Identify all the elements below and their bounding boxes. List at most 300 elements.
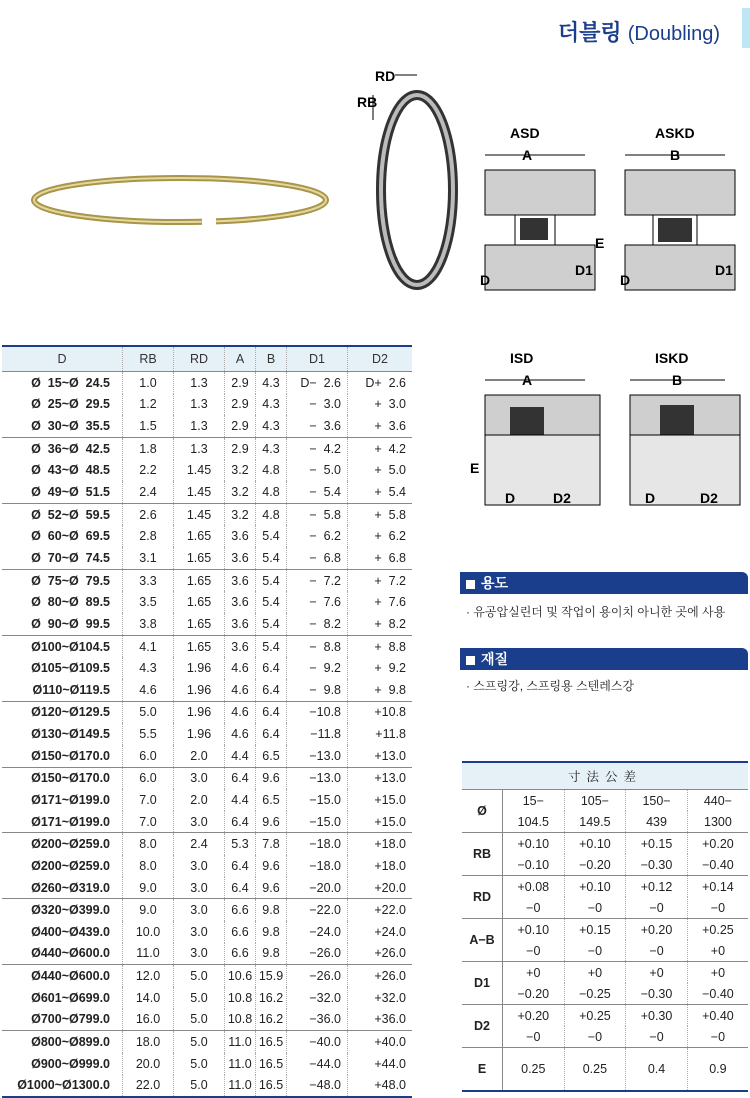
spec-cell: 5.4 [256, 591, 287, 613]
spec-cell: −32.0 [287, 987, 348, 1009]
spec-cell: 9.6 [256, 811, 287, 833]
spec-cell: 16.2 [256, 987, 287, 1009]
tolerance-cell: +0.20 [503, 1005, 565, 1027]
tolerance-range-cell: 104.5 [503, 811, 565, 833]
spec-cell: 2.9 [225, 437, 256, 459]
col-header: D1 [287, 346, 348, 372]
spec-cell: 2.0 [174, 789, 225, 811]
spec-cell: 5.5 [123, 723, 174, 745]
spec-cell: +36.0 [348, 1009, 413, 1031]
spec-cell: −18.0 [287, 833, 348, 855]
spec-cell: 12.0 [123, 965, 174, 987]
spec-cell: +20.0 [348, 877, 413, 899]
spec-cell: +13.0 [348, 767, 413, 789]
spec-cell: −44.0 [287, 1053, 348, 1075]
usage-heading: 용도 [481, 575, 509, 591]
spec-cell: 16.5 [256, 1075, 287, 1098]
spec-cell: 16.0 [123, 1009, 174, 1031]
spec-cell: −13.0 [287, 767, 348, 789]
spec-row [2, 987, 412, 1009]
spec-cell: + 8.2 [348, 613, 413, 635]
spec-cell: 1.65 [174, 591, 225, 613]
tolerance-body [462, 790, 748, 1092]
col-header: A [225, 346, 256, 372]
tolerance-row-label: RD [462, 876, 503, 919]
spec-row [2, 569, 412, 591]
spec-cell: + 7.6 [348, 591, 413, 613]
spec-cell: +44.0 [348, 1053, 413, 1075]
tolerance-cell: +0 [626, 962, 688, 984]
spec-cell: − 5.8 [287, 503, 348, 525]
spec-cell: Ø 90~Ø 99.5 [31, 616, 110, 631]
spec-cell: −18.0 [287, 855, 348, 877]
spec-cell: − 9.2 [287, 657, 348, 679]
spec-cell: Ø 43~Ø 48.5 [31, 463, 110, 478]
tolerance-cell: +0.15 [564, 919, 626, 941]
spec-cell: + 3.0 [348, 394, 413, 416]
tolerance-cell: 0.25 [564, 1048, 626, 1092]
isd-a-label: A [522, 372, 533, 388]
spec-cell: Ø 30~Ø 35.5 [31, 419, 110, 434]
spec-row [2, 657, 412, 679]
spec-cell: 1.45 [174, 481, 225, 503]
tolerance-cell: +0.14 [687, 876, 748, 898]
spec-cell: 5.4 [256, 613, 287, 635]
spec-cell: 5.0 [174, 1053, 225, 1075]
spec-cell: 8.0 [123, 855, 174, 877]
spec-cell: 3.2 [225, 503, 256, 525]
material-heading: 재질 [481, 651, 509, 667]
tolerance-cell: −0.20 [503, 983, 565, 1005]
tolerance-cell: +0.20 [626, 919, 688, 941]
spec-row [2, 372, 412, 394]
tolerance-range-cell: 439 [626, 811, 688, 833]
material-text: · 스프링강, 스프링용 스텐레스강 [466, 679, 635, 693]
askd-title: ASKD [655, 125, 695, 141]
tolerance-cell: −0.25 [564, 983, 626, 1005]
spec-cell: +40.0 [348, 1031, 413, 1053]
spec-cell: −26.0 [287, 965, 348, 987]
spec-cell: +15.0 [348, 789, 413, 811]
spec-cell: − 6.2 [287, 525, 348, 547]
spec-cell: +22.0 [348, 899, 413, 921]
spec-cell: 2.9 [225, 372, 256, 394]
spec-cell: +32.0 [348, 987, 413, 1009]
spec-cell: − 3.6 [287, 415, 348, 437]
spec-table [2, 345, 412, 1098]
spec-row [2, 1075, 412, 1098]
spec-cell: +13.0 [348, 745, 413, 767]
spec-cell: 20.0 [123, 1053, 174, 1075]
tolerance-cell: +0.10 [503, 833, 565, 855]
spec-cell: +10.8 [348, 701, 413, 723]
spec-cell: Ø171~Ø199.0 [31, 792, 110, 807]
spec-row [2, 481, 412, 503]
spec-cell: 6.0 [123, 745, 174, 767]
spec-cell: − 8.2 [287, 613, 348, 635]
spec-cell: + 6.2 [348, 525, 413, 547]
spec-row [2, 415, 412, 437]
tolerance-row-label: D2 [462, 1005, 503, 1048]
spec-cell: 6.6 [225, 921, 256, 943]
spec-cell: Ø 60~Ø 69.5 [31, 529, 110, 544]
tolerance-cell: −0 [503, 897, 565, 919]
tolerance-cell: +0.08 [503, 876, 565, 898]
spec-cell: Ø150~Ø170.0 [31, 748, 110, 763]
spec-cell: 9.8 [256, 921, 287, 943]
isd-title: ISD [510, 350, 534, 366]
title-korean: 더블링 [557, 20, 622, 45]
spec-cell: Ø200~Ø259.0 [2, 833, 123, 855]
spec-cell: 3.3 [123, 569, 174, 591]
spec-cell: 3.6 [225, 591, 256, 613]
spec-cell: 9.6 [256, 767, 287, 789]
isd-d-label: D [505, 490, 516, 506]
tolerance-range-cell: 105− [564, 790, 626, 812]
spec-cell: 5.4 [256, 569, 287, 591]
spec-cell: − 8.8 [287, 635, 348, 657]
spec-cell: + 3.6 [348, 415, 413, 437]
spec-cell: + 5.4 [348, 481, 413, 503]
spec-row [2, 503, 412, 525]
spec-cell: 5.4 [256, 635, 287, 657]
spec-cell: 1.2 [123, 394, 174, 416]
spec-cell: 8.0 [123, 833, 174, 855]
spec-cell: 9.8 [256, 943, 287, 965]
spec-row [2, 525, 412, 547]
spec-cell: 4.3 [123, 657, 174, 679]
tolerance-cell: −0.20 [564, 854, 626, 876]
spec-cell: 18.0 [123, 1031, 174, 1053]
spec-cell: +18.0 [348, 833, 413, 855]
spec-row [2, 965, 412, 987]
asd-d1-label: D1 [575, 262, 593, 278]
tolerance-title: 寸法公差 [462, 762, 748, 790]
col-header: RD [174, 346, 225, 372]
tolerance-range-cell: 149.5 [564, 811, 626, 833]
spec-cell: 6.4 [225, 877, 256, 899]
tolerance-cell: −0 [503, 940, 565, 962]
tolerance-table [462, 761, 748, 1092]
spec-cell: + 7.2 [348, 569, 413, 591]
spec-cell: −13.0 [287, 745, 348, 767]
spec-cell: Ø120~Ø129.5 [2, 701, 123, 723]
tolerance-cell: −0 [564, 897, 626, 919]
col-header: D2 [348, 346, 413, 372]
spec-cell: D+ 2.6 [348, 372, 413, 394]
spec-cell: 10.6 [225, 965, 256, 987]
spec-cell: 2.6 [123, 503, 174, 525]
spec-cell: −15.0 [287, 789, 348, 811]
spec-row [2, 591, 412, 613]
spec-cell: 3.6 [225, 569, 256, 591]
rd-label: RD [375, 68, 396, 84]
spec-cell: 6.4 [256, 701, 287, 723]
tolerance-cell: +0.20 [687, 833, 748, 855]
spec-cell: 5.0 [174, 987, 225, 1009]
spec-cell: 4.6 [225, 679, 256, 701]
tolerance-row-label: E [462, 1048, 503, 1092]
tolerance-cell: +0.25 [564, 1005, 626, 1027]
spec-cell: 4.8 [256, 460, 287, 482]
spec-cell: 2.9 [225, 394, 256, 416]
spec-cell: + 5.8 [348, 503, 413, 525]
spec-cell: − 4.2 [287, 437, 348, 459]
spec-cell: 3.0 [174, 855, 225, 877]
spec-body [2, 372, 412, 1098]
askd-d-label: D [620, 272, 631, 288]
spec-cell: 3.6 [225, 547, 256, 569]
spec-cell: 2.8 [123, 525, 174, 547]
spec-cell: 11.0 [123, 943, 174, 965]
spec-cell: 2.9 [225, 415, 256, 437]
spec-cell: 9.8 [256, 899, 287, 921]
isd-d2-label: D2 [553, 490, 571, 506]
spec-cell: − 5.0 [287, 460, 348, 482]
spec-cell: Ø 49~Ø 51.5 [31, 485, 110, 500]
tolerance-cell: +0.30 [626, 1005, 688, 1027]
spec-cell: 1.3 [174, 372, 225, 394]
spec-cell: 3.2 [225, 481, 256, 503]
col-header: RB [123, 346, 174, 372]
spec-cell: 4.6 [225, 701, 256, 723]
spec-cell: 1.96 [174, 723, 225, 745]
spec-cell: 16.5 [256, 1031, 287, 1053]
spec-cell: 9.0 [123, 877, 174, 899]
spec-cell: 1.3 [174, 394, 225, 416]
spec-cell: 6.6 [225, 899, 256, 921]
tolerance-range-cell: 440− [687, 790, 748, 812]
spec-cell: −40.0 [287, 1031, 348, 1053]
asd-title: ASD [510, 125, 540, 141]
spec-cell: Ø 80~Ø 89.5 [31, 595, 110, 610]
spec-cell: +18.0 [348, 855, 413, 877]
spec-cell: 6.4 [225, 811, 256, 833]
spec-cell: 4.3 [256, 437, 287, 459]
spec-cell: Ø105~Ø109.5 [31, 661, 110, 676]
spec-cell: 6.6 [225, 943, 256, 965]
spec-cell: 11.0 [225, 1031, 256, 1053]
spec-cell: 3.5 [123, 591, 174, 613]
spec-cell: 6.5 [256, 789, 287, 811]
spec-cell: +26.0 [348, 965, 413, 987]
spec-cell: − 6.8 [287, 547, 348, 569]
tolerance-cell: +0 [687, 940, 748, 962]
spec-cell: − 3.0 [287, 394, 348, 416]
spec-cell: 14.0 [123, 987, 174, 1009]
spec-cell: 10.8 [225, 1009, 256, 1031]
page-title [558, 16, 720, 47]
spec-cell: 1.65 [174, 525, 225, 547]
spec-cell: +15.0 [348, 811, 413, 833]
tolerance-cell: −0.30 [626, 983, 688, 1005]
spec-cell: 6.4 [256, 679, 287, 701]
tolerance-cell: +0 [503, 962, 565, 984]
material-heading-bar [460, 648, 748, 670]
spec-cell: Ø440~Ø600.0 [31, 946, 110, 961]
spec-cell: 5.0 [123, 701, 174, 723]
spec-cell: 3.0 [174, 767, 225, 789]
tolerance-cell: −0.10 [503, 854, 565, 876]
spec-cell: 16.2 [256, 1009, 287, 1031]
iskd-d2-label: D2 [700, 490, 718, 506]
spec-cell: 3.0 [174, 921, 225, 943]
spec-cell: + 5.0 [348, 460, 413, 482]
tolerance-cell: −0.30 [626, 854, 688, 876]
spec-cell: 9.6 [256, 855, 287, 877]
asd-diagram [465, 120, 615, 295]
spec-cell: 10.0 [123, 921, 174, 943]
tolerance-cell: −0 [626, 897, 688, 919]
tolerance-cell: 0.25 [503, 1048, 565, 1092]
spec-cell: 4.6 [225, 657, 256, 679]
tolerance-cell: −0 [564, 1026, 626, 1048]
spec-cell: 11.0 [225, 1053, 256, 1075]
spec-cell: Ø440~Ø600.0 [2, 965, 123, 987]
spec-cell: 4.3 [256, 394, 287, 416]
askd-d1-label: D1 [715, 262, 733, 278]
spec-cell: Ø 52~Ø 59.5 [2, 503, 123, 525]
spec-cell: Ø320~Ø399.0 [2, 899, 123, 921]
spec-cell: −22.0 [287, 899, 348, 921]
spec-cell: 3.0 [174, 811, 225, 833]
asd-e-label: E [595, 235, 605, 251]
spec-cell: Ø100~Ø104.5 [2, 635, 123, 657]
spec-cell: Ø130~Ø149.5 [31, 727, 110, 742]
asd-a-label: A [522, 147, 533, 163]
spec-cell: 3.6 [225, 635, 256, 657]
spec-cell: + 6.8 [348, 547, 413, 569]
spec-row [2, 394, 412, 416]
spec-cell: 1.65 [174, 569, 225, 591]
spec-cell: 4.8 [256, 503, 287, 525]
spec-cell: 4.4 [225, 789, 256, 811]
spec-cell: +26.0 [348, 943, 413, 965]
spec-row [2, 1031, 412, 1053]
spec-cell: 1.65 [174, 635, 225, 657]
spec-row [2, 789, 412, 811]
spec-cell: + 4.2 [348, 437, 413, 459]
tolerance-range-cell: 15− [503, 790, 565, 812]
spec-cell: 1.8 [123, 437, 174, 459]
tolerance-range-cell: 1300 [687, 811, 748, 833]
col-header: B [256, 346, 287, 372]
spec-cell: 3.1 [123, 547, 174, 569]
spec-cell: Ø900~Ø999.0 [31, 1056, 110, 1071]
iskd-diagram [615, 345, 750, 510]
spec-cell: Ø800~Ø899.0 [2, 1031, 123, 1053]
edge-accent-bar [742, 8, 750, 48]
spec-cell: 1.3 [174, 415, 225, 437]
spec-cell: 1.65 [174, 547, 225, 569]
tolerance-cell: +0.25 [687, 919, 748, 941]
tolerance-cell: +0.12 [626, 876, 688, 898]
tolerance-cell: +0.10 [564, 833, 626, 855]
tolerance-cell: −0.40 [687, 854, 748, 876]
spec-cell: Ø 75~Ø 79.5 [2, 569, 123, 591]
spec-cell: 7.0 [123, 811, 174, 833]
spec-cell: 4.4 [225, 745, 256, 767]
tolerance-cell: 0.4 [626, 1048, 688, 1092]
spec-cell: 2.2 [123, 460, 174, 482]
spec-cell: −10.8 [287, 701, 348, 723]
spec-cell: 3.8 [123, 613, 174, 635]
spec-row [2, 767, 412, 789]
tolerance-cell: −0 [687, 1026, 748, 1048]
spec-row [2, 1009, 412, 1031]
spec-cell: Ø110~Ø119.5 [32, 682, 110, 697]
tolerance-row-label: Ø [462, 790, 503, 833]
spec-cell: +11.8 [348, 723, 413, 745]
askd-diagram [615, 120, 750, 295]
tolerance-cell: −0.40 [687, 983, 748, 1005]
spec-cell: 6.4 [225, 767, 256, 789]
isd-diagram [465, 345, 615, 510]
askd-b-label: B [670, 147, 681, 163]
spec-cell: 1.96 [174, 701, 225, 723]
tolerance-cell: −0 [626, 940, 688, 962]
spec-cell: 5.4 [256, 525, 287, 547]
spec-cell: 15.9 [256, 965, 287, 987]
spec-cell: 5.0 [174, 1009, 225, 1031]
spec-cell: 7.8 [256, 833, 287, 855]
spec-row [2, 613, 412, 635]
usage-text: · 유공압실린더 및 작업이 용이치 아니한 곳에 사용 [466, 605, 726, 619]
spec-cell: Ø700~Ø799.0 [31, 1012, 110, 1027]
iskd-d-label: D [645, 490, 656, 506]
spec-cell: Ø601~Ø699.0 [31, 990, 110, 1005]
spec-cell: 4.6 [225, 723, 256, 745]
iskd-title: ISKD [655, 350, 689, 366]
spec-cell: 22.0 [123, 1075, 174, 1098]
tolerance-cell: +0.10 [564, 876, 626, 898]
usage-heading-bar [460, 572, 748, 594]
spec-cell: −48.0 [287, 1075, 348, 1098]
spec-cell: 5.0 [174, 965, 225, 987]
spec-cell: 1.3 [174, 437, 225, 459]
tolerance-row-label: D1 [462, 962, 503, 1005]
tolerance-range-cell: 150− [626, 790, 688, 812]
spec-cell: 3.2 [225, 460, 256, 482]
spec-cell: 11.0 [225, 1075, 256, 1098]
spec-row [2, 811, 412, 833]
spec-row [2, 899, 412, 921]
spec-row [2, 943, 412, 965]
spec-cell: 2.4 [123, 481, 174, 503]
spec-cell: 1.96 [174, 679, 225, 701]
spec-cell: 6.4 [225, 855, 256, 877]
tolerance-cell: +0.15 [626, 833, 688, 855]
spec-cell: 9.0 [123, 899, 174, 921]
spec-cell: 2.4 [174, 833, 225, 855]
spec-cell: 5.3 [225, 833, 256, 855]
spec-cell: Ø 36~Ø 42.5 [2, 437, 123, 459]
ring-photo [20, 170, 340, 240]
spec-cell: 3.0 [174, 877, 225, 899]
spec-cell: − 9.8 [287, 679, 348, 701]
spec-row [2, 635, 412, 657]
spec-cell: Ø400~Ø439.0 [31, 924, 110, 939]
spec-cell: Ø260~Ø319.0 [31, 880, 110, 895]
spec-row [2, 723, 412, 745]
spec-row [2, 921, 412, 943]
spec-cell: 3.0 [174, 899, 225, 921]
spec-cell: Ø1000~Ø1300.0 [2, 1075, 123, 1098]
iskd-b-label: B [672, 372, 683, 388]
tolerance-cell: −0 [626, 1026, 688, 1048]
spec-cell: 6.0 [123, 767, 174, 789]
spec-cell: −24.0 [287, 921, 348, 943]
